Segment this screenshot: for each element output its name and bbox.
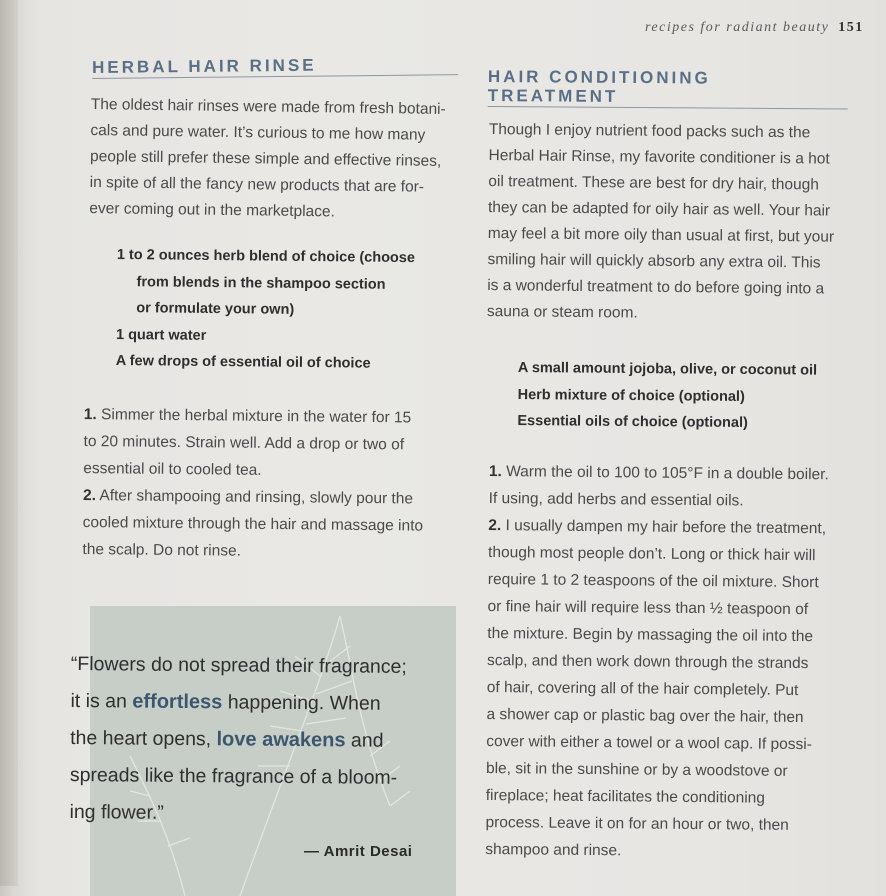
running-head-title: recipes for radiant beauty <box>645 20 830 35</box>
intro-line: oil treatment. These are best for dry hair, though <box>488 172 819 194</box>
step-line: fireplace; heat facilitates the conditioning <box>485 786 766 807</box>
herbal-rinse-intro <box>89 92 466 227</box>
step-line: shampoo and rinse. <box>485 840 622 860</box>
step-line: require 1 to 2 teaspoons of the oil mixture. Short <box>487 570 819 592</box>
intro-line: The oldest hair rinses were made from fresh botani- <box>90 95 446 118</box>
intro-line: smiling hair will quickly absorb any extra oil. This <box>487 250 821 272</box>
intro-line: may feel a bit more oily than usual at first, but your <box>487 224 835 246</box>
quotation <box>69 646 441 834</box>
ingredient-item: 1 to 2 ounces herb blend of choice (choose <box>116 246 416 267</box>
running-head <box>645 20 885 36</box>
heading-line: HAIR CONDITIONING <box>487 67 711 88</box>
step-line: ble, sit in the sunshine or by a woodstove or <box>485 759 788 780</box>
step-number: 1. <box>488 462 502 481</box>
step-number: 2. <box>488 516 502 535</box>
conditioning-intro <box>487 117 857 329</box>
step-line: cooled mixture through the hair and massage into <box>82 513 424 535</box>
step-line: process. Leave it on for an hour or two, then <box>485 813 789 834</box>
step-line: to 20 minutes. Strain well. Add a drop or two of <box>83 432 405 454</box>
step-line: 2. After shampooing and rinsing, slowly pour the <box>82 486 414 508</box>
ingredient-item: Essential oils of choice (optional) <box>517 412 748 432</box>
quote-line: ing flower.” <box>69 800 164 824</box>
heading-line: TREATMENT <box>487 85 619 106</box>
ingredient-item: A small amount jojoba, olive, or coconut oil <box>517 359 818 379</box>
ingredient-item: A few drops of essential oil of choice <box>115 352 371 372</box>
step-line: 1. Simmer the herbal mixture in the water for 15 <box>83 405 412 427</box>
intro-line: Though I enjoy nutrient food packs such as the <box>488 120 811 142</box>
step-line: essential oil to cooled tea. <box>83 459 262 479</box>
herbal-rinse-steps <box>82 401 456 567</box>
quote-line: “Flowers do not spread their fragrance; <box>70 652 407 678</box>
step-number: 2. <box>82 486 97 505</box>
conditioning-ingredients <box>517 355 838 437</box>
step-line: a shower cap or plastic bag over the hair, then <box>486 705 804 727</box>
quote-line: it is an effortless happening. When <box>70 689 381 715</box>
step-line: of hair, covering all of the hair completely. Put <box>486 678 799 699</box>
quote-line: spreads like the fragrance of a bloom- <box>69 763 398 789</box>
page-number: 151 <box>838 20 864 35</box>
intro-line: ever coming out in the marketplace. <box>89 199 336 221</box>
herbal-rinse-ingredients <box>116 242 447 378</box>
ingredient-item: Herb mixture of choice (optional) <box>517 386 745 405</box>
step-line: 1. Warm the oil to 100 to 105°F in a double boiler. <box>488 462 829 484</box>
quote-emphasis: effortless <box>132 690 223 714</box>
step-line: cover with either a towel or a wool cap. If possi- <box>486 732 813 754</box>
step-number: 1. <box>83 405 97 424</box>
intro-line: people still prefer these simple and effective rinses, <box>89 147 442 170</box>
intro-line: in spite of all the fancy new products that are for- <box>89 173 425 196</box>
step-line: though most people don’t. Long or thick hair will <box>488 543 816 565</box>
ingredient-item: 1 quart water <box>115 326 207 344</box>
herbal-hair-rinse-heading: HERBAL HAIR RINSE <box>92 54 458 79</box>
intro-line: they can be adapted for oily hair as well. Your hair <box>487 198 831 220</box>
step-line: scalp, and then work down through the strands <box>486 651 809 673</box>
intro-line: Herbal Hair Rinse, my favorite conditioner is a hot <box>488 146 830 168</box>
ingredient-item-continued: or formulate your own) <box>136 300 295 318</box>
quote-emphasis: love awakens <box>216 728 346 752</box>
intro-line: sauna or steam room. <box>486 302 638 322</box>
book-gutter-shadow <box>0 0 18 886</box>
step-line: 2. I usually dampen my hair before the treatment, <box>488 516 827 538</box>
quote-line: the heart opens, love awakens and <box>70 726 384 752</box>
conditioning-steps <box>485 458 861 867</box>
step-line: If using, add herbs and essential oils. <box>488 489 744 510</box>
hair-conditioning-heading <box>488 67 848 110</box>
intro-line: cals and pure water. It’s curious to me how many <box>90 121 426 144</box>
step-line: the mixture. Begin by massaging the oil into the <box>487 624 814 646</box>
step-line: or fine hair will require less than ½ teaspoon of <box>487 597 809 619</box>
quote-attribution: — Amrit Desai <box>304 843 413 860</box>
step-line: the scalp. Do not rinse. <box>82 540 242 560</box>
intro-line: is a wonderful treatment to do before going into a <box>487 276 825 298</box>
ingredient-item-continued: from blends in the shampoo section <box>136 273 386 293</box>
